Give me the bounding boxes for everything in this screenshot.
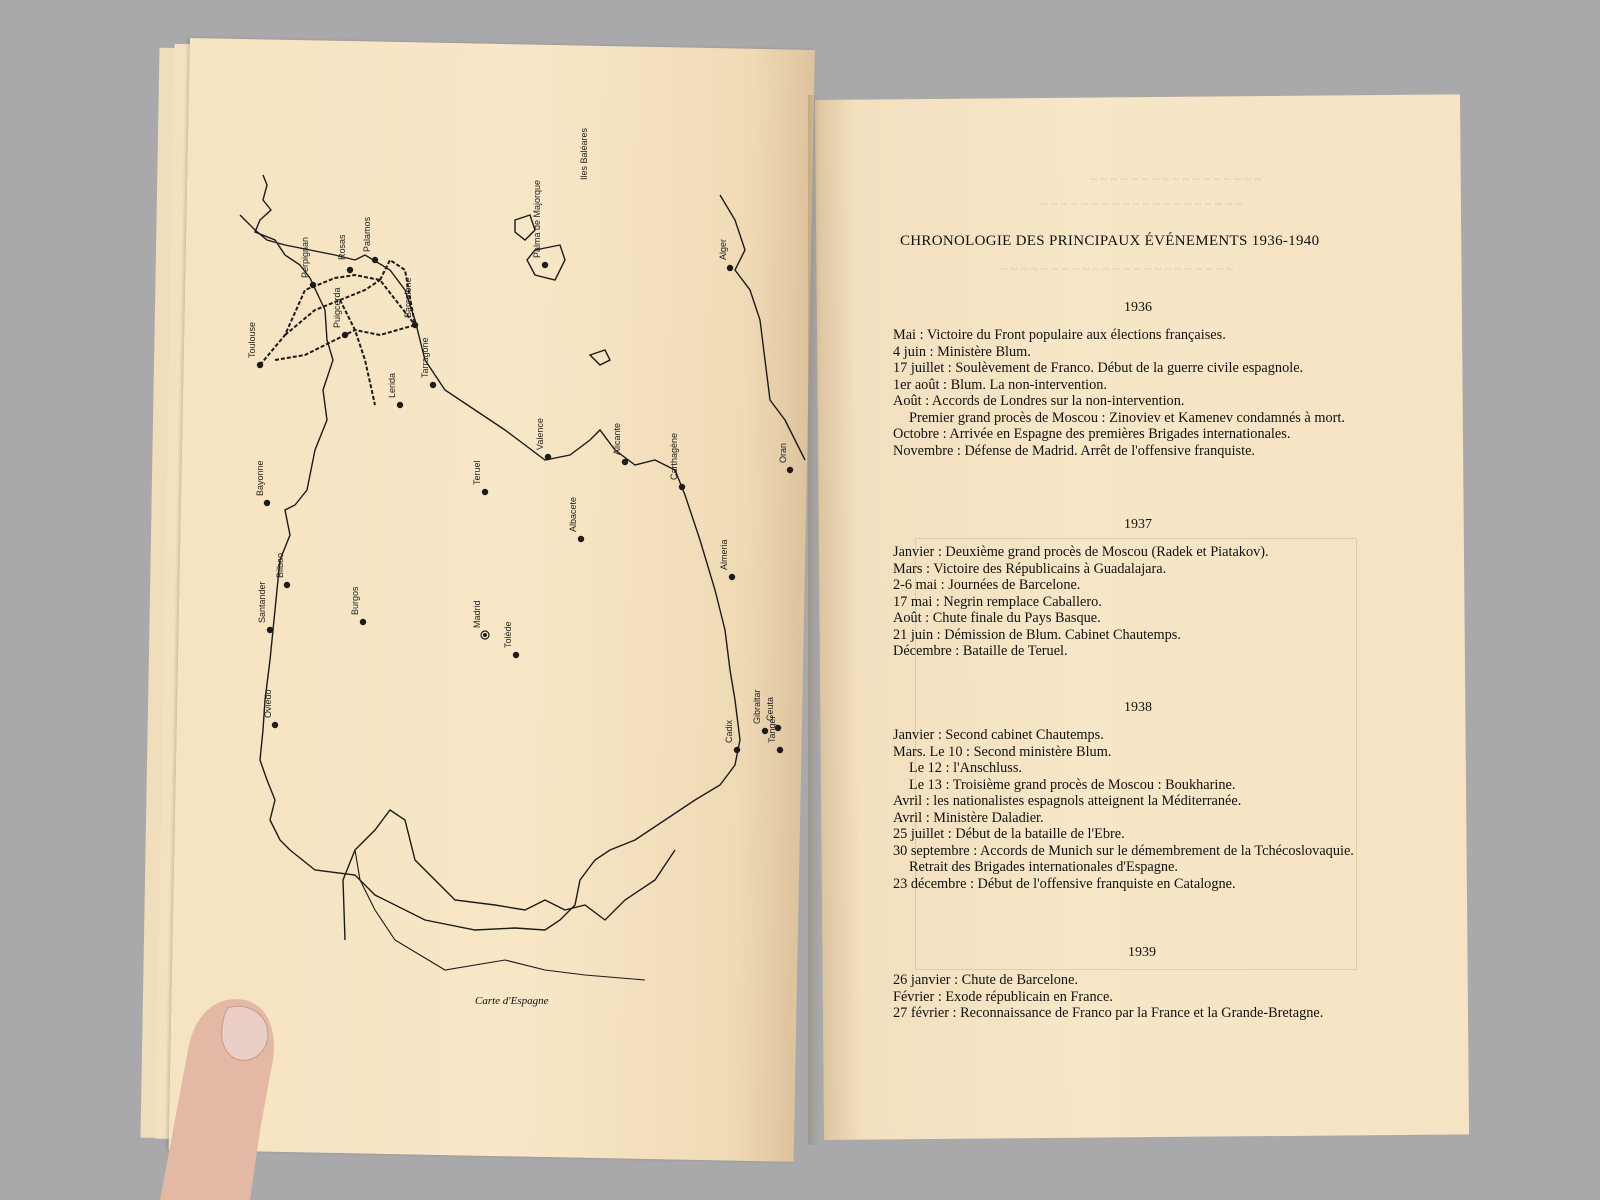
chronology-entry: Premier grand procès de Moscou : Zinoviev et Kamenev condamnés à mort. <box>909 409 1345 426</box>
city-label: Almeria <box>719 539 729 570</box>
chronology-entry: 26 janvier : Chute de Barcelone. <box>893 972 1079 988</box>
chronology-entry: 27 février : Reconnaissance de Franco par la France et la Grande-Bretagne. <box>893 1005 1324 1021</box>
chronology-entry: Janvier : Second cabinet Chautemps. <box>893 727 1104 743</box>
city-label: Albacete <box>568 496 578 532</box>
city-label: Toulouse <box>247 321 257 358</box>
chronology-year: 1939 <box>1128 945 1156 960</box>
city-label: Ceuta <box>765 696 775 721</box>
chronology-entry: Mai : Victoire du Front populaire aux élections françaises. <box>893 327 1226 343</box>
city-label: Lerida <box>387 372 397 398</box>
city-label: Cadix <box>724 719 734 743</box>
chronology-entry: 2-6 mai : Journées de Barcelone. <box>893 577 1081 593</box>
map-caption: Carte d'Espagne <box>475 995 549 1007</box>
city-label: Barcelone <box>403 277 413 318</box>
city-label: Palma de Majorque <box>532 179 542 258</box>
chronology-entry: Août : Accords de Londres sur la non-intervention. <box>893 393 1185 409</box>
chronology-entry: Novembre : Défense de Madrid. Arrêt de l'offensive franquiste. <box>893 442 1255 459</box>
city-label: Teruel <box>472 460 482 485</box>
city-label: Bilbao <box>275 552 285 578</box>
chronology-entry: 17 juillet : Soulèvement de Franco. Début de la guerre civile espagnole. <box>893 360 1304 376</box>
city-label: Bayonne <box>255 460 265 496</box>
city-label: Oviedo <box>263 689 273 718</box>
chronology-entry: Février : Exode républicain en France. <box>893 988 1113 1005</box>
city-label: Tolède <box>503 621 513 648</box>
city-markers <box>257 257 793 753</box>
show-through-text: ~ ~ ~ ~ ~ ~ ~ ~ ~ ~ ~ ~ ~ ~ ~ ~ ~ <box>1090 171 1262 186</box>
chronology-title: CHRONOLOGIE DES PRINCIPAUX ÉVÉNEMENTS 1936-1940 <box>900 233 1320 249</box>
chronology-entry: 4 juin : Ministère Blum. <box>893 343 1031 360</box>
chronology-year: 1937 <box>1124 517 1152 532</box>
city-label: Puigcerda <box>332 287 342 328</box>
chronology-entry: 1er août : Blum. La non-intervention. <box>893 376 1108 393</box>
chronology-entry: Avril : Ministère Daladier. <box>893 809 1044 826</box>
city-label: Carthagène <box>669 432 679 480</box>
city-label: Tarragone <box>420 337 430 378</box>
city-label: Madrid <box>472 600 482 628</box>
city-label: Tanger <box>767 715 777 743</box>
chronology-entry: Octobre : Arrivée en Espagne des premières Brigades internationales. <box>893 426 1291 442</box>
spain-map <box>215 127 815 980</box>
city-label: Gibraltar <box>752 689 762 724</box>
chronology-entry: Août : Chute finale du Pays Basque. <box>893 610 1101 626</box>
city-label: Palamos <box>362 216 372 252</box>
chronology-entry: 17 mai : Negrin remplace Caballero. <box>893 593 1102 610</box>
city-label: Burgos <box>350 586 360 615</box>
city-label: Rosas <box>337 234 347 260</box>
chronology-entry: Le 12 : l'Anschluss. <box>909 760 1022 776</box>
chronology-year: 1938 <box>1124 700 1152 715</box>
chronology-entry: 23 décembre : Début de l'offensive franquiste en Catalogne. <box>893 875 1236 892</box>
finger <box>150 990 290 1200</box>
chronology-entry: Retrait des Brigades internationales d'Espagne. <box>909 859 1178 875</box>
chronology-entry: Le 13 : Troisième grand procès de Moscou : Boukharine. <box>909 776 1236 793</box>
city-label: Alicante <box>612 422 622 455</box>
show-through-text: ~ ~ ~ ~ ~ ~ ~ ~ ~ ~ ~ ~ ~ ~ ~ ~ ~ ~ ~ ~ <box>1040 196 1243 211</box>
chronology-entry: 21 juin : Démission de Blum. Cabinet Chautemps. <box>893 626 1181 643</box>
chronology-entry: Décembre : Bataille de Teruel. <box>893 643 1068 659</box>
city-label: Alger <box>718 238 728 260</box>
show-through-text: ~ ~ ~ ~ ~ ~ ~ ~ ~ ~ ~ ~ ~ ~ ~ ~ ~ ~ ~ ~ ~ ~ ~ <box>1000 261 1234 276</box>
chronology-year: 1936 <box>1124 300 1152 315</box>
map-outline <box>240 175 805 980</box>
chronology-entry: Avril : les nationalistes espagnols atteignent la Méditerranée. <box>893 793 1242 809</box>
city-label: Perpignan <box>300 236 310 278</box>
chronology-entry: Mars : Victoire des Républicains à Guadalajara. <box>893 560 1167 577</box>
city-label: Santander <box>257 581 267 623</box>
city-label: Iles Baléares <box>579 127 589 180</box>
chronology-entry: 25 juillet : Début de la bataille de l'Ebre. <box>893 826 1125 842</box>
city-label: Oran <box>778 442 788 463</box>
city-label: Valence <box>535 418 545 450</box>
chronology-entry: 30 septembre : Accords de Munich sur le démembrement de la Tchécoslovaquie. <box>893 842 1354 859</box>
chronology-entry: Mars. Le 10 : Second ministère Blum. <box>893 743 1112 760</box>
chronology-entry: Janvier : Deuxième grand procès de Moscou (Radek et Piatakov). <box>893 544 1269 560</box>
